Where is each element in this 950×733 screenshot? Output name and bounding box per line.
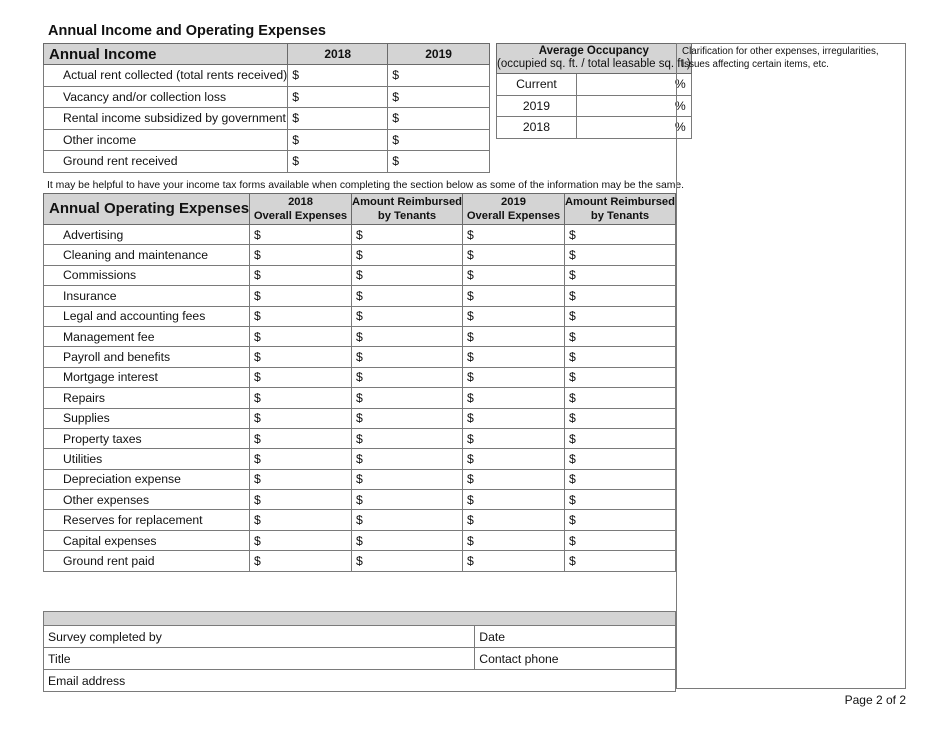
expense-2019-reimbursed-input[interactable]: $ xyxy=(564,530,675,550)
expense-2019-overall-input[interactable]: $ xyxy=(463,510,565,530)
expense-row xyxy=(44,347,676,367)
expense-2018-overall-input[interactable]: $ xyxy=(250,510,352,530)
expense-row-label: Capital expenses xyxy=(44,530,250,550)
expense-2019-reimbursed-input[interactable]: $ xyxy=(564,326,675,346)
expense-2019-overall-input[interactable]: $ xyxy=(463,265,565,285)
occupancy-percent-input[interactable]: % xyxy=(576,74,691,96)
expenses-col-2019-overall: 2019 Overall Expenses xyxy=(463,194,565,225)
expense-2018-overall-input[interactable]: $ xyxy=(250,306,352,326)
expense-2019-overall-input[interactable]: $ xyxy=(463,388,565,408)
expense-row xyxy=(44,388,676,408)
income-col-2019: 2019 xyxy=(388,44,490,65)
expense-2018-overall-input[interactable]: $ xyxy=(250,347,352,367)
tax-forms-note: It may be helpful to have your income tax forms available when completing the section below as some of the information may be the same. xyxy=(47,180,685,191)
average-occupancy-table xyxy=(496,43,692,139)
expenses-col-2018-overall: 2018 Overall Expenses xyxy=(250,194,352,225)
expense-2019-reimbursed-input[interactable]: $ xyxy=(564,367,675,387)
expense-2019-overall-input[interactable]: $ xyxy=(463,225,565,245)
expense-2018-reimbursed-input[interactable]: $ xyxy=(351,388,462,408)
expense-2019-reimbursed-input[interactable]: $ xyxy=(564,245,675,265)
expense-row-label: Repairs xyxy=(44,388,250,408)
expense-row xyxy=(44,490,676,510)
income-2019-input[interactable]: $ xyxy=(388,151,490,173)
expense-2018-reimbursed-input[interactable]: $ xyxy=(351,469,462,489)
expense-2018-reimbursed-input[interactable]: $ xyxy=(351,510,462,530)
expense-row-label: Advertising xyxy=(44,225,250,245)
occupancy-percent-input[interactable]: % xyxy=(576,117,691,139)
income-row xyxy=(44,86,490,108)
expense-2018-reimbursed-input[interactable]: $ xyxy=(351,490,462,510)
income-2018-input[interactable]: $ xyxy=(288,65,388,87)
expense-row xyxy=(44,530,676,550)
expense-row xyxy=(44,510,676,530)
expense-2019-overall-input[interactable]: $ xyxy=(463,530,565,550)
expense-2019-reimbursed-input[interactable]: $ xyxy=(564,408,675,428)
expense-2019-reimbursed-input[interactable]: $ xyxy=(564,286,675,306)
expense-2018-overall-input[interactable]: $ xyxy=(250,265,352,285)
expense-2018-reimbursed-input[interactable]: $ xyxy=(351,347,462,367)
occupancy-subheading: (occupied sq. ft. / total leasable sq. ft.) xyxy=(497,58,691,70)
expense-2018-overall-input[interactable]: $ xyxy=(250,225,352,245)
income-2019-input[interactable]: $ xyxy=(388,86,490,108)
income-row xyxy=(44,151,490,173)
section-title: Annual Income and Operating Expenses xyxy=(48,23,326,39)
income-col-2018: 2018 xyxy=(288,44,388,65)
expense-row-label: Other expenses xyxy=(44,490,250,510)
survey-info-table xyxy=(43,625,676,692)
expense-2019-reimbursed-input[interactable]: $ xyxy=(564,510,675,530)
expense-row-label: Ground rent paid xyxy=(44,551,250,571)
contact-phone-field[interactable]: Contact phone xyxy=(475,648,676,670)
expense-2019-reimbursed-input[interactable]: $ xyxy=(564,388,675,408)
expense-2018-reimbursed-input[interactable]: $ xyxy=(351,367,462,387)
expense-row-label: Cleaning and maintenance xyxy=(44,245,250,265)
expense-2018-reimbursed-input[interactable]: $ xyxy=(351,326,462,346)
expenses-col-2018-reimbursed: Amount Reimbursed by Tenants xyxy=(351,194,462,225)
expense-2019-reimbursed-input[interactable]: $ xyxy=(564,551,675,571)
expense-row xyxy=(44,408,676,428)
survey-divider-bar xyxy=(43,611,676,626)
expense-2019-reimbursed-input[interactable]: $ xyxy=(564,306,675,326)
expense-2018-reimbursed-input[interactable]: $ xyxy=(351,449,462,469)
occupancy-heading: Average Occupancy xyxy=(538,45,649,57)
date-field[interactable]: Date xyxy=(475,626,676,648)
income-row-label: Other income xyxy=(44,129,288,151)
expense-2018-reimbursed-input[interactable]: $ xyxy=(351,225,462,245)
expense-2019-reimbursed-input[interactable]: $ xyxy=(564,265,675,285)
income-row xyxy=(44,65,490,87)
expense-row xyxy=(44,551,676,571)
expense-2018-overall-input[interactable]: $ xyxy=(250,286,352,306)
expense-row xyxy=(44,326,676,346)
expense-2019-overall-input[interactable]: $ xyxy=(463,449,565,469)
expense-2018-overall-input[interactable]: $ xyxy=(250,469,352,489)
income-row xyxy=(44,108,490,130)
expense-2019-reimbursed-input[interactable]: $ xyxy=(564,449,675,469)
expense-2018-overall-input[interactable]: $ xyxy=(250,490,352,510)
expense-2018-overall-input[interactable]: $ xyxy=(250,530,352,550)
expense-row xyxy=(44,428,676,448)
expense-row-label: Reserves for replacement xyxy=(44,510,250,530)
expense-row-label: Supplies xyxy=(44,408,250,428)
occupancy-row xyxy=(497,74,692,96)
expense-2019-reimbursed-input[interactable]: $ xyxy=(564,490,675,510)
expense-2018-overall-input[interactable]: $ xyxy=(250,388,352,408)
expense-2019-overall-input[interactable]: $ xyxy=(463,428,565,448)
expense-2019-overall-input[interactable]: $ xyxy=(463,469,565,489)
income-2019-input[interactable]: $ xyxy=(388,65,490,87)
income-2018-input[interactable]: $ xyxy=(288,108,388,130)
expenses-heading: Annual Operating Expenses xyxy=(44,194,250,225)
annual-income-table xyxy=(43,43,490,173)
operating-expenses-table xyxy=(43,193,676,572)
occupancy-row xyxy=(497,95,692,117)
expense-row-label: Property taxes xyxy=(44,428,250,448)
income-2018-input[interactable]: $ xyxy=(288,151,388,173)
expense-row xyxy=(44,367,676,387)
income-row xyxy=(44,129,490,151)
page-number: Page 2 of 2 xyxy=(844,693,906,707)
expense-2019-overall-input[interactable]: $ xyxy=(463,326,565,346)
expense-2018-reimbursed-input[interactable]: $ xyxy=(351,408,462,428)
expense-row-label: Legal and accounting fees xyxy=(44,306,250,326)
income-row-label: Rental income subsidized by government xyxy=(44,108,288,130)
expense-2018-overall-input[interactable]: $ xyxy=(250,245,352,265)
expense-2018-overall-input[interactable]: $ xyxy=(250,408,352,428)
expense-2018-overall-input[interactable]: $ xyxy=(250,551,352,571)
income-row-label: Ground rent received xyxy=(44,151,288,173)
expense-2018-overall-input[interactable]: $ xyxy=(250,367,352,387)
expense-row-label: Utilities xyxy=(44,449,250,469)
expense-2019-reimbursed-input[interactable]: $ xyxy=(564,347,675,367)
expense-row xyxy=(44,265,676,285)
expense-row xyxy=(44,225,676,245)
expense-2018-reimbursed-input[interactable]: $ xyxy=(351,265,462,285)
expense-2018-reimbursed-input[interactable]: $ xyxy=(351,530,462,550)
expense-2019-overall-input[interactable]: $ xyxy=(463,551,565,571)
survey-completed-by-field[interactable]: Survey completed by xyxy=(44,626,475,648)
occupancy-row-label: Current xyxy=(497,74,577,96)
expense-2018-reimbursed-input[interactable]: $ xyxy=(351,245,462,265)
expense-row xyxy=(44,286,676,306)
income-row-label: Vacancy and/or collection loss xyxy=(44,86,288,108)
expense-2019-reimbursed-input[interactable]: $ xyxy=(564,225,675,245)
income-row-label: Actual rent collected (total rents received) xyxy=(44,65,288,87)
expense-2019-reimbursed-input[interactable]: $ xyxy=(564,428,675,448)
expense-row-label: Commissions xyxy=(44,265,250,285)
expense-2019-overall-input[interactable]: $ xyxy=(463,367,565,387)
email-address-field[interactable]: Email address xyxy=(44,670,676,692)
expense-2018-reimbursed-input[interactable]: $ xyxy=(351,306,462,326)
expense-2019-overall-input[interactable]: $ xyxy=(463,245,565,265)
expense-2018-reimbursed-input[interactable]: $ xyxy=(351,551,462,571)
income-2018-input[interactable]: $ xyxy=(288,129,388,151)
expense-2018-reimbursed-input[interactable]: $ xyxy=(351,286,462,306)
expense-row-label: Mortgage interest xyxy=(44,367,250,387)
expense-row xyxy=(44,469,676,489)
title-field[interactable]: Title xyxy=(44,648,475,670)
expense-row xyxy=(44,306,676,326)
expense-2019-overall-input[interactable]: $ xyxy=(463,408,565,428)
occupancy-row xyxy=(497,117,692,139)
expense-2018-overall-input[interactable]: $ xyxy=(250,326,352,346)
income-2019-input[interactable]: $ xyxy=(388,129,490,151)
expense-2018-overall-input[interactable]: $ xyxy=(250,449,352,469)
expense-row-label: Management fee xyxy=(44,326,250,346)
expense-2019-overall-input[interactable]: $ xyxy=(463,490,565,510)
clarification-textbox[interactable] xyxy=(676,43,906,689)
income-heading: Annual Income xyxy=(44,44,288,65)
expense-row-label: Insurance xyxy=(44,286,250,306)
occupancy-header xyxy=(497,44,692,74)
expense-2019-overall-input[interactable]: $ xyxy=(463,347,565,367)
expense-row xyxy=(44,245,676,265)
expense-row-label: Payroll and benefits xyxy=(44,347,250,367)
occupancy-percent-input[interactable]: % xyxy=(576,95,691,117)
expense-2019-reimbursed-input[interactable]: $ xyxy=(564,469,675,489)
occupancy-row-label: 2019 xyxy=(497,95,577,117)
income-2019-input[interactable]: $ xyxy=(388,108,490,130)
expense-2019-overall-input[interactable]: $ xyxy=(463,306,565,326)
occupancy-row-label: 2018 xyxy=(497,117,577,139)
expense-row-label: Depreciation expense xyxy=(44,469,250,489)
income-2018-input[interactable]: $ xyxy=(288,86,388,108)
expense-2018-overall-input[interactable]: $ xyxy=(250,428,352,448)
expense-row xyxy=(44,449,676,469)
expenses-col-2019-reimbursed: Amount Reimbursed by Tenants xyxy=(564,194,675,225)
clarification-label: Clarification for other expenses, irregularities, issues affecting certain items, etc. xyxy=(682,46,879,70)
expense-2018-reimbursed-input[interactable]: $ xyxy=(351,428,462,448)
expense-2019-overall-input[interactable]: $ xyxy=(463,286,565,306)
